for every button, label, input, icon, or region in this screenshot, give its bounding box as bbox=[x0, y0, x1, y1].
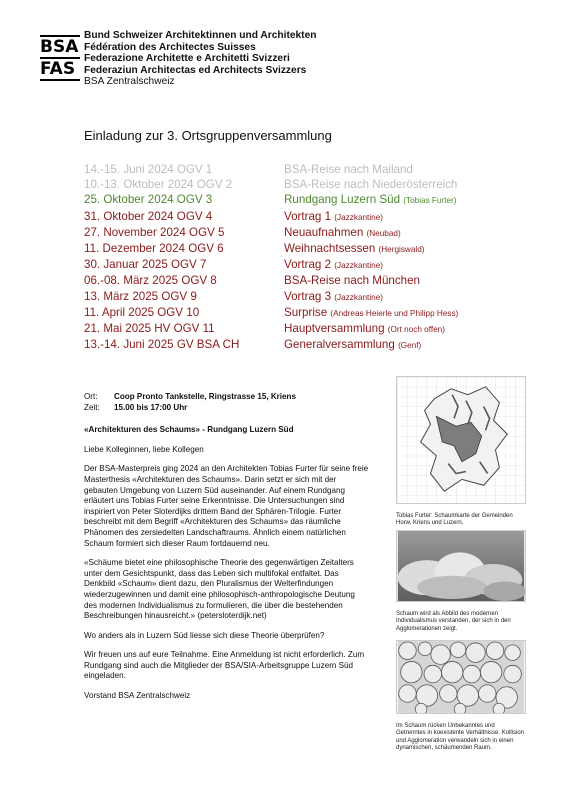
event-row bbox=[84, 192, 544, 208]
bubble bbox=[454, 703, 466, 714]
org-group: BSA Zentralschweiz bbox=[84, 76, 175, 88]
time-label: Zeit: bbox=[84, 402, 100, 412]
time-value: 15.00 bis 17:00 Uhr bbox=[114, 402, 188, 412]
event-date: 10.-13. Oktober 2024 OGV 2 bbox=[84, 178, 233, 192]
bubble bbox=[493, 703, 505, 714]
bubble bbox=[399, 642, 417, 660]
event-title-wrap bbox=[284, 162, 413, 177]
foam-photo-image bbox=[396, 530, 526, 602]
event-list bbox=[84, 162, 544, 353]
event-title-wrap bbox=[284, 273, 420, 288]
event-note: (Tobias Furter) bbox=[403, 196, 457, 206]
body-text bbox=[84, 392, 370, 711]
bubble bbox=[415, 703, 427, 714]
bubble bbox=[486, 642, 504, 660]
figure-caption: Tobias Furter: Schaumkarte der Gemeinden Horw, Kriens und Luzern. bbox=[396, 513, 513, 527]
paragraph: Der BSA-Masterpreis ging 2024 an den Architekten Tobias Furter für seine freie Masterthesis «Architekturen des Schaums». Darin setzt er sich mit der gebauten Umgebung von Luzern Süd auseinander. Auf einem Rundgang erläutert uns Tobias Furter seine Erkenntnisse. Die Untersuchungen sind inspiriert von Peter Sloterdijks drittem Band der Sphären-Trilogie. Furter beschreibt mit dem Begriff «Architekturen des Schaums» das räumliche Phänomen des zersiedelten Landschaftraums. Ähnlich einem natürlichen Schaum formiert sich dieser Raum fortdauernd neu. bbox=[84, 464, 369, 548]
event-date: 11. April 2025 OGV 10 bbox=[84, 305, 200, 319]
event-row bbox=[84, 177, 544, 192]
paragraph: «Schäume bietet eine philosophische Theorie des gegenwärtigen Zeitalters unter dem Gesichtspunkt, dass das Leben sich multifokal entfaltet. Das Denkbild «Schaum» dient dazu, den Pluralismus der Welterfindungen wiederzugewinnen und damit eine philosophisch-anthropologische Deutung des modernen Individualismus zu formulieren, die über die bestehenden Beschreibungen hinausreicht.» (petersloterdijk.net) bbox=[84, 558, 355, 621]
event-date: 30. Januar 2025 OGV 7 bbox=[84, 258, 207, 272]
event-title: BSA-Reise nach Niederösterreich bbox=[284, 178, 458, 192]
figure-foam-map bbox=[396, 376, 526, 528]
bubble bbox=[401, 661, 422, 682]
place-row bbox=[84, 392, 370, 403]
event-title-wrap bbox=[284, 289, 383, 305]
bubble bbox=[440, 685, 458, 703]
event-row bbox=[84, 273, 544, 288]
figure-foam-photo bbox=[396, 530, 526, 633]
event-note: (Neubad) bbox=[366, 228, 401, 238]
bubble bbox=[480, 661, 501, 682]
event-title: Neuaufnahmen bbox=[284, 225, 364, 239]
bubble bbox=[479, 685, 497, 703]
paragraph: Wir freuen uns auf eure Teilnahme. Eine Anmeldung ist nicht erforderlich. Zum Rundgang sind auch die Mitglieder der BSA/SIA-Arbeitsgruppe Luzern Süd eingeladen. bbox=[84, 650, 365, 681]
figure-caption: Im Schaum rücken Unbekanntes und Getrenntes in koexistente Verhältnisse. Kollision und Agglomeration verwandeln sich in einen dynamischen, schäumenden Raum. bbox=[396, 723, 525, 752]
event-title: Vortrag 2 bbox=[284, 258, 332, 272]
event-note: (Jazzkantine) bbox=[334, 261, 383, 271]
bubble bbox=[399, 685, 417, 703]
event-date: 27. November 2024 OGV 5 bbox=[84, 225, 225, 239]
paragraph: Wo anders als in Luzern Süd liesse sich diese Theorie überprüfen? bbox=[84, 630, 325, 640]
logo-line-1: BSA bbox=[40, 37, 79, 57]
section-heading: «Architekturen des Schaums» - Rundgang Luzern Süd bbox=[84, 425, 294, 435]
event-date: 14.-15. Juni 2024 OGV 1 bbox=[84, 163, 213, 176]
bsa-fas-logo bbox=[40, 34, 80, 82]
event-row bbox=[84, 162, 544, 177]
org-name: Federaziun Architectas ed Architects Svizzers bbox=[84, 64, 307, 76]
figure-caption: Schaum wird als Abbild des modernen Individualismus verstanden, der sich in den Agglomerationen zeigt. bbox=[396, 611, 511, 632]
event-row bbox=[84, 289, 544, 305]
bubble bbox=[442, 661, 463, 682]
figure-bubbles bbox=[396, 640, 526, 753]
greeting: Liebe Kolleginnen, liebe Kollegen bbox=[84, 444, 204, 454]
logo-rule bbox=[40, 79, 80, 81]
event-title: Vortrag 1 bbox=[284, 209, 332, 223]
org-name: Bund Schweizer Architektinnen und Architekten bbox=[84, 30, 317, 41]
org-name: Fédération des Architectes Suisses bbox=[84, 41, 256, 53]
bubble bbox=[463, 665, 481, 683]
event-row bbox=[84, 337, 544, 353]
event-title: Generalversammlung bbox=[284, 338, 395, 352]
bubble bbox=[505, 645, 521, 661]
event-title: Vortrag 3 bbox=[284, 289, 332, 303]
event-note: (Hergiswald) bbox=[378, 245, 425, 255]
signature: Vorstand BSA Zentralschweiz bbox=[84, 691, 191, 701]
place-value: Coop Pronto Tankstelle, Ringstrasse 15, Kriens bbox=[114, 392, 297, 401]
event-title-wrap bbox=[284, 177, 457, 192]
event-row bbox=[84, 209, 544, 225]
event-title-wrap bbox=[284, 305, 458, 321]
event-note: (Jazzkantine) bbox=[334, 292, 383, 302]
event-row bbox=[84, 321, 544, 337]
foam-map-image bbox=[396, 376, 526, 504]
event-title-wrap bbox=[284, 209, 383, 225]
event-note: (Jazzkantine) bbox=[334, 212, 383, 222]
organization-names bbox=[84, 30, 316, 88]
event-row bbox=[84, 241, 544, 257]
bubbles-image bbox=[396, 640, 526, 714]
event-date: 11. Dezember 2024 OGV 6 bbox=[84, 242, 224, 256]
event-title-wrap bbox=[284, 321, 445, 337]
bubble bbox=[431, 645, 450, 664]
event-note: (Andreas Heierle und Philipp Hess) bbox=[330, 308, 459, 318]
event-date: 31. Oktober 2024 OGV 4 bbox=[84, 209, 213, 223]
event-title: BSA-Reise nach Mailand bbox=[284, 163, 413, 176]
event-row bbox=[84, 305, 544, 321]
org-name: Federazione Architette e Architetti Svizzeri bbox=[84, 53, 290, 65]
event-note: (Ort noch offen) bbox=[387, 325, 445, 335]
event-date: 21. Mai 2025 HV OGV 11 bbox=[84, 322, 215, 336]
event-date: 13. März 2025 OGV 9 bbox=[84, 289, 197, 303]
event-note: (Genf) bbox=[398, 341, 422, 351]
event-title-wrap bbox=[284, 225, 401, 241]
bubble bbox=[450, 642, 466, 658]
event-date: 06.-08. März 2025 OGV 8 bbox=[84, 274, 217, 288]
event-title-wrap bbox=[284, 257, 383, 273]
event-row bbox=[84, 257, 544, 273]
event-title: Weihnachtsessen bbox=[284, 242, 376, 256]
time-row bbox=[84, 403, 370, 414]
bubble bbox=[466, 643, 485, 662]
event-row bbox=[84, 225, 544, 241]
invitation-title: Einladung zur 3. Ortsgruppenversammlung bbox=[84, 128, 332, 143]
event-title-wrap bbox=[284, 241, 425, 257]
bubble bbox=[416, 685, 437, 706]
place-label: Ort: bbox=[84, 392, 98, 401]
event-title-wrap bbox=[284, 337, 421, 353]
event-date: 25. Oktober 2024 OGV 3 bbox=[84, 193, 213, 207]
event-title: Rundgang Luzern Süd bbox=[284, 193, 401, 207]
bubble bbox=[424, 665, 442, 683]
event-title: Hauptversammlung bbox=[284, 322, 385, 336]
bubble bbox=[418, 642, 432, 656]
logo-line-2: FAS bbox=[40, 59, 76, 79]
event-title-wrap bbox=[284, 192, 457, 208]
bubble bbox=[504, 665, 522, 683]
event-date: 13.-14. Juni 2025 GV BSA CH bbox=[84, 338, 240, 352]
event-title: BSA-Reise nach München bbox=[284, 274, 420, 288]
event-title: Surprise bbox=[284, 305, 328, 319]
